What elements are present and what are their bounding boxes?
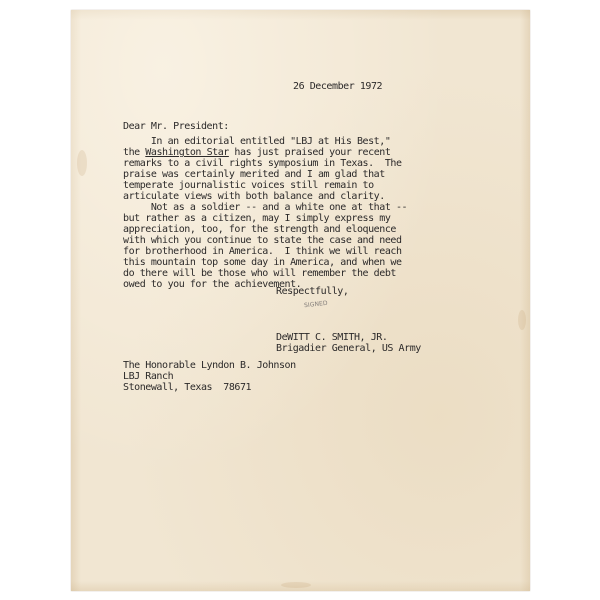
- paragraph-1: [123, 136, 402, 202]
- paragraph-line: this mountain top some day in America, and when we: [123, 257, 402, 268]
- address-line: LBJ Ranch: [123, 371, 174, 382]
- signature-block: [276, 332, 421, 354]
- paragraph-2: [123, 202, 407, 290]
- text-fragment: the: [123, 147, 146, 158]
- paper-stain: [281, 582, 311, 588]
- address-line: Stonewall, Texas 78671: [123, 382, 252, 393]
- letter-page: [71, 10, 530, 591]
- letter-date: 26 December 1972: [293, 81, 383, 92]
- closing: Respectfully,: [276, 286, 349, 297]
- paragraph-line: temperate journalistic voices still remain to: [123, 180, 374, 191]
- paragraph-line: [123, 147, 390, 158]
- newspaper-title: Washington Star: [145, 147, 229, 158]
- paragraph-line: Not as a soldier -- and a white one at that --: [123, 202, 408, 213]
- paragraph-line: praise was certainly merited and I am glad that: [123, 169, 385, 180]
- paragraph-line: with which you continue to state the case and need: [123, 235, 402, 246]
- signer-name: DeWITT C. SMITH, JR.: [276, 332, 388, 343]
- paragraph-line: do there will be those who will remember the debt: [123, 268, 396, 279]
- signed-stamp: SIGNED: [303, 299, 329, 310]
- address-line: The Honorable Lyndon B. Johnson: [123, 360, 296, 371]
- paragraph-line: remarks to a civil rights symposium in Texas. The: [123, 158, 402, 169]
- paragraph-line: appreciation, too, for the strength and eloquence: [123, 224, 396, 235]
- paragraph-line: owed to you for the achievement.: [123, 279, 302, 290]
- paragraph-line: for brotherhood in America. I think we will reach: [123, 246, 402, 257]
- paragraph-line: but rather as a citizen, may I simply express my: [123, 213, 391, 224]
- recipient-address: [123, 360, 296, 393]
- paper-stain: [518, 310, 526, 330]
- paper-stain: [77, 150, 87, 176]
- paragraph-line: In an editorial entitled "LBJ at His Best,": [123, 136, 391, 147]
- paragraph-line: articulate views with both balance and clarity.: [123, 191, 385, 202]
- signer-title: Brigadier General, US Army: [276, 343, 421, 354]
- text-fragment: has just praised your recent: [228, 147, 391, 158]
- salutation: Dear Mr. President:: [123, 121, 229, 132]
